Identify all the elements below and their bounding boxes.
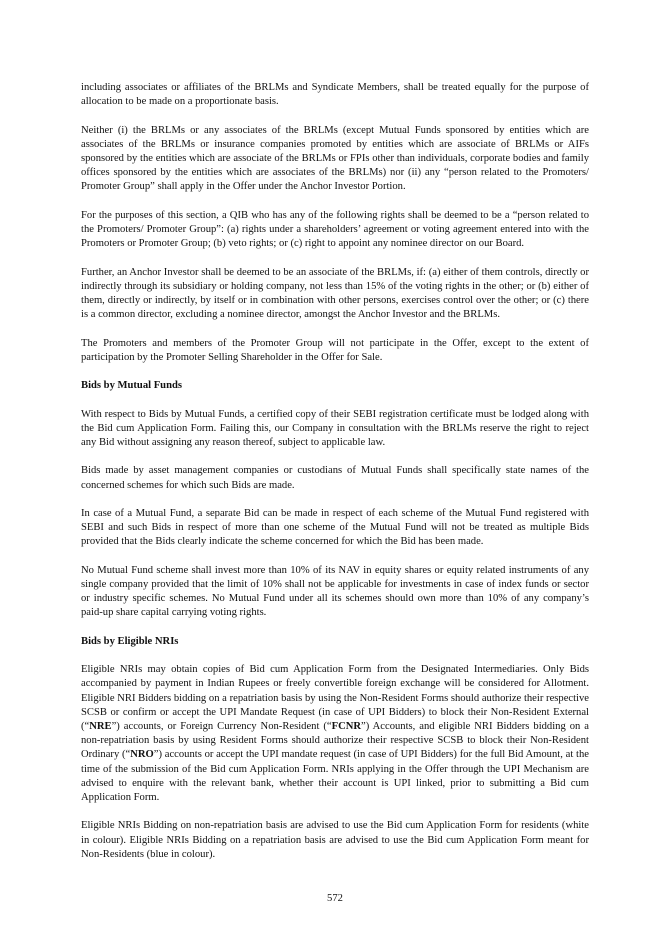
text-run: Eligible NRIs may obtain copies of Bid cum Application Form from the Designated Intermediaries. Only Bids accompanied by payment in Indian Rupees or freely convertible foreign exchange will be considered for Allotment. Eligible NRI Bidders bidding on a repatriation basis by using the Non-Resident Forms should authorize their respective SCSB or confirm or accept the UPI Mandate Request (in case of UPI Bidders) to block their Non-Resident External (“: [81, 664, 589, 732]
paragraph: The Promoters and members of the Promoter Group will not participate in the Offer, except to the extent of participation by the Promoter Selling Shareholder in the Offer for Sale.: [81, 337, 589, 363]
page-number: 572: [327, 893, 343, 904]
section-heading-mutual-funds: Bids by Mutual Funds: [81, 380, 182, 392]
paragraph: With respect to Bids by Mutual Funds, a certified copy of their SEBI registration certificate must be lodged along with the Bid cum Application Form. Failing this, our Company in consultation with the BRLMs reserve the right to reject any Bid without assigning any reason thereof, subject to applicable law.: [81, 408, 589, 448]
term-nre: NRE: [89, 720, 112, 732]
paragraph: including associates or affiliates of the BRLMs and Syndicate Members, shall be treated equally for the purpose of allocation to be made on a proportionate basis.: [81, 82, 589, 108]
paragraph: No Mutual Fund scheme shall invest more than 10% of its NAV in equity shares or equity related instruments of any single company provided that the limit of 10% shall not be applicable for investments in case of index funds or sector or industry specific schemes. No Mutual Fund under all its schemes should own more than 10% of any company’s paid-up share capital carrying voting rights.: [81, 564, 589, 619]
paragraph: [81, 663, 589, 805]
document-body: [81, 81, 589, 876]
paragraph: In case of a Mutual Fund, a separate Bid can be made in respect of each scheme of the Mutual Fund registered with SEBI and such Bids in respect of more than one scheme of the Mutual Fund will not be treated as multiple Bids provided that the Bids clearly indicate the scheme concerned for which the Bid has been made.: [81, 507, 589, 548]
paragraph: For the purposes of this section, a QIB who has any of the following rights shall be deemed to be a “person related to the Promoters/ Promoter Group”: (a) rights under a shareholders’ agreement or voting agreement entered into with the Promoters or Promoter Group; (b) veto rights; or (c) right to appoint any nominee director on our Board.: [81, 209, 589, 250]
text-run: ”) Accounts, and eligible NRI Bidders bidding on a non-repatriation basis by using Resident Forms should authorize their respective SCSB to block their Non-Resident Ordinary (“: [81, 720, 589, 761]
paragraph: Bids made by asset management companies or custodians of Mutual Funds shall specifically state names of the concerned schemes for which such Bids are made.: [81, 465, 589, 491]
term-nro: NRO: [130, 749, 154, 761]
text-run: ”) accounts or accept the UPI mandate request (in case of UPI Bidders) for the full Bid Amount, at the time of the submission of the Bid cum Application Form. NRIs applying in the Offer through the UPI Mechanism are advised to enquire with the relevant bank, whether their account is UPI linked, prior to submitting a Bid cum Application Form.: [81, 749, 589, 803]
paragraph: Neither (i) the BRLMs or any associates of the BRLMs (except Mutual Funds sponsored by entities which are associates of the BRLMs or insurance companies promoted by entities which are associate of BRLMs or AIFs sponsored by the entities which are associate of the BRLMs or FPIs other than individuals, corporate bodies and family offices sponsored by the entities which are associates of the BRLMs) nor (ii) any “person related to the Promoters/ Promoter Group” shall apply in the Offer under the Anchor Investor Portion.: [81, 124, 589, 193]
term-fcnr: FCNR: [331, 720, 362, 732]
paragraph: Eligible NRIs Bidding on non-repatriation basis are advised to use the Bid cum Application Form for residents (white in colour). Eligible NRIs Bidding on a repatriation basis are advised to use the Bid cum Application Form meant for Non-Residents (blue in colour).: [81, 820, 589, 860]
text-run: ”) accounts, or Foreign Currency Non-Resident (“: [111, 720, 332, 732]
paragraph: Further, an Anchor Investor shall be deemed to be an associate of the BRLMs, if: (a) either of them controls, directly or indirectly through its subsidiary or holding company, not less than 15% of the voting rights in the other; or (b) either of them, directly or indirectly, by itself or in combination with other persons, exercises control over the other; or (c) there is a common director, excluding a nominee director, amongst the Anchor Investor and the BRLMs.: [81, 266, 589, 321]
section-heading-eligible-nris: Bids by Eligible NRIs: [81, 635, 179, 647]
